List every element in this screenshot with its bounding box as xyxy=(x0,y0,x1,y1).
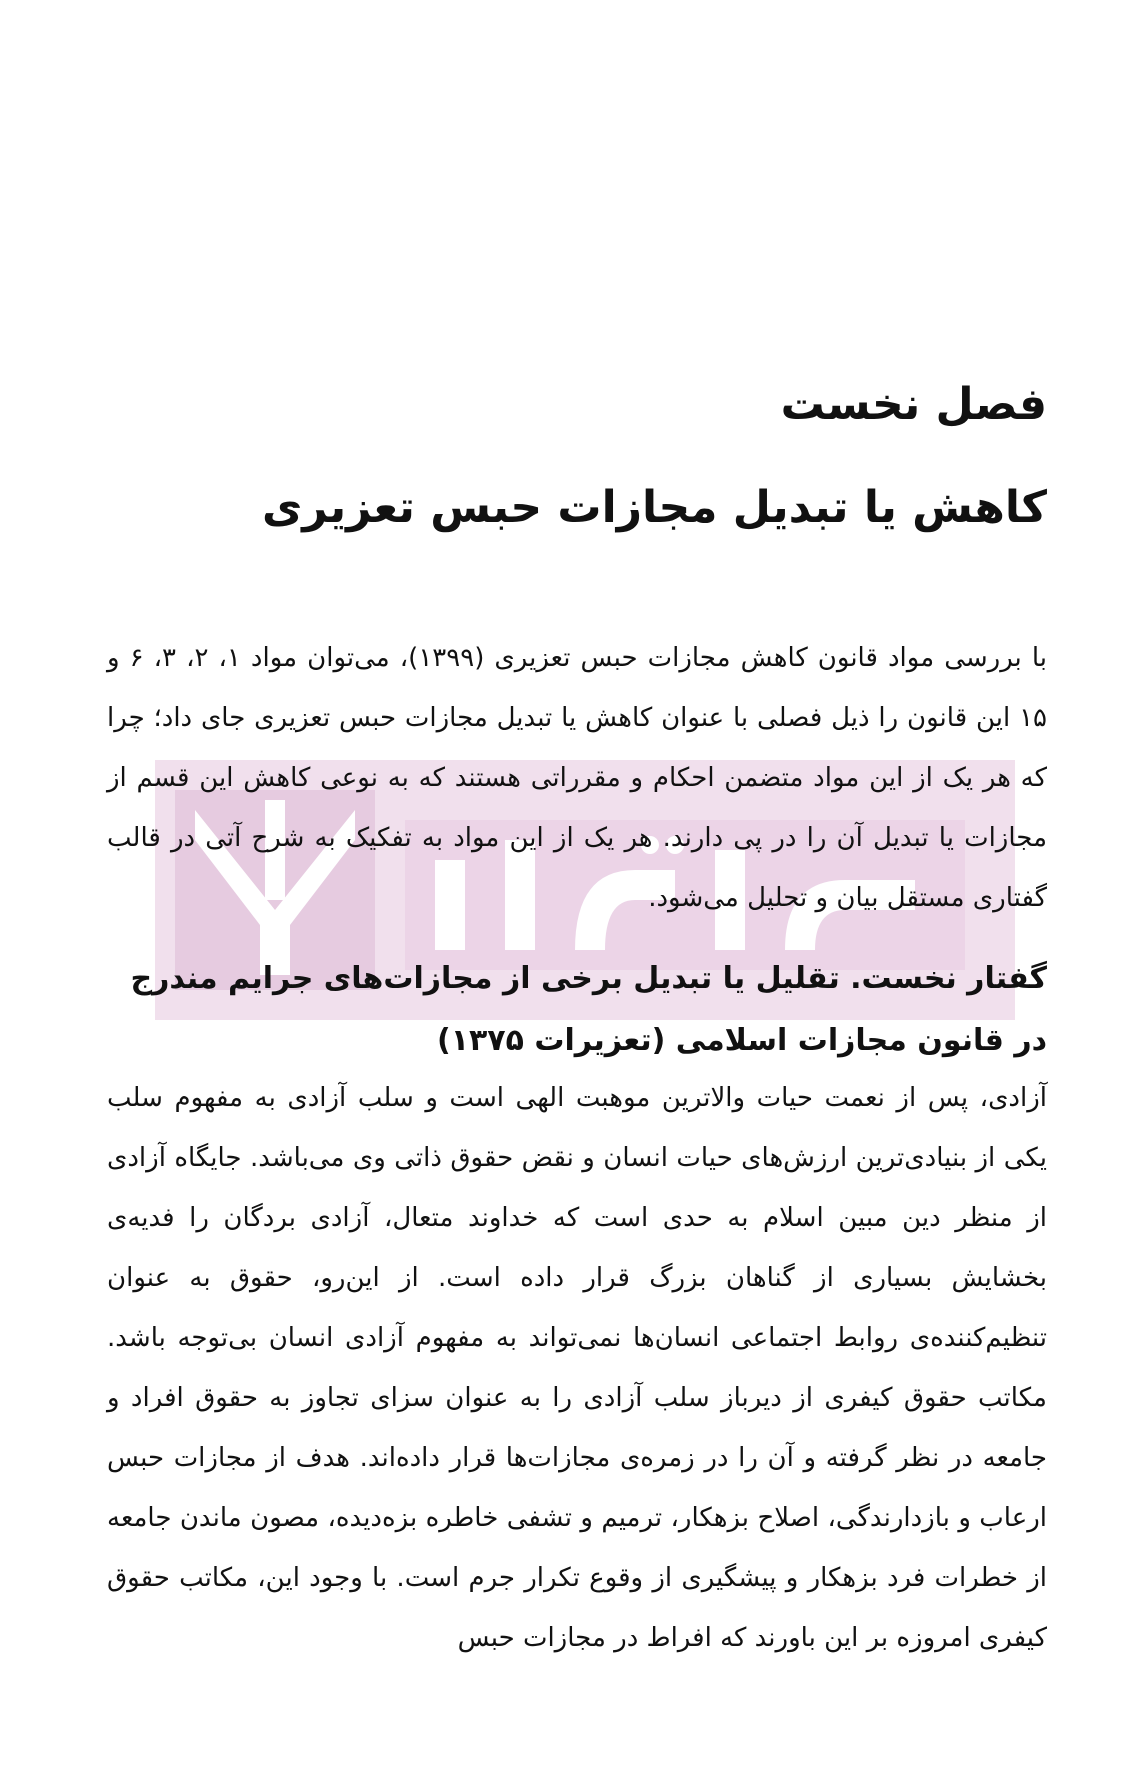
body-paragraph: آزادی، پس از نعمت حیات والاترین موهبت الهی است و سلب آزادی به مفهوم سلب یکی از بنیادی‌ترین ارزش‌های حیات انسان و نقض حقوق ذاتی وی می‌باشد. جایگاه آزادی از منظر دین مبین اسلام به حدی است که خداوند متعال، آزادی بردگان را فدیه‌ی بخشایش بسیاری از گناهان بزرگ قرار داده است. از این‌رو، حقوق به عنوان تنظیم‌کننده‌ی روابط اجتماعی انسان‌ها نمی‌تواند به مفهوم آزادی انسان بی‌توجه باشد. مکاتب حقوق کیفری از دیرباز سلب آزادی را به عنوان سزای تجاوز به حقوق افراد و جامعه در نظر گرفته و آن را در زمره‌ی مجازات‌ها قرار داده‌اند. هدف از مجازات حبس ارعاب و بازدارندگی، اصلاح بزهکار، ترمیم و تشفی خاطره بزه‌دیده، مصون ماندن جامعه از خطرات فرد بزهکار و پیشگیری از وقوع تکرار جرم است. با وجود این، مکاتب حقوق کیفری امروزه بر این باورند که افراط در مجازات حبس xyxy=(107,1083,1047,1653)
chapter-label: فصل نخست xyxy=(780,379,1047,430)
section-heading: گفتار نخست. تقلیل یا تبدیل برخی از مجازات‌های جرایم مندرج در قانون مجازات اسلامی (تعزیرات ۱۳۷۵) xyxy=(130,961,1047,1058)
intro-paragraph: با بررسی مواد قانون کاهش مجازات حبس تعزیری (۱۳۹۹)، می‌توان مواد ۱، ۲، ۳، ۶ و ۱۵ این قانون را ذیل فصلی با عنوان کاهش یا تبدیل مجازات حبس تعزیری جای داد؛ چرا که هر یک از این مواد متضمن احکام و مقرراتی هستند که به نوعی کاهش این قسم از مجازات یا تبدیل آن را در پی دارند. هر یک از این مواد به تفکیک به شرح آتی در قالب گفتاری مستقل بیان و تحلیل می‌شود. xyxy=(107,643,1047,913)
chapter-title: کاهش یا تبدیل مجازات حبس تعزیری xyxy=(261,482,1047,533)
